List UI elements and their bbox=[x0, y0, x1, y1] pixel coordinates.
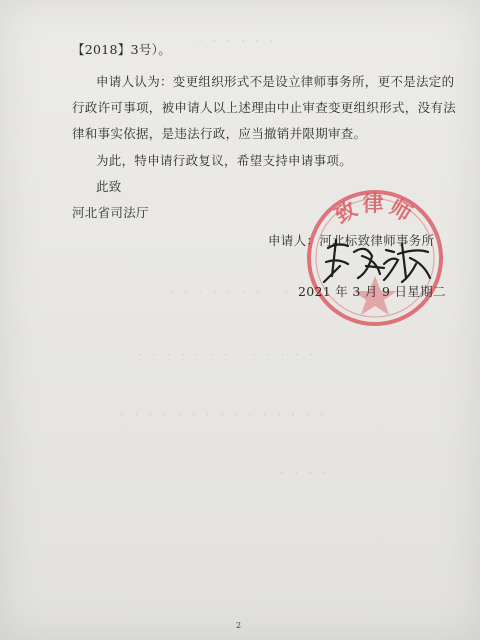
date-line: 2021 年 3 月 9 日星期二 bbox=[298, 284, 446, 299]
show-through-text: · · · · · · bbox=[198, 34, 277, 49]
show-through-text: · · · · · · · · · · · · · bbox=[138, 348, 317, 363]
svg-text:致律师 bbox=[330, 191, 420, 228]
show-through-text: · · · · bbox=[280, 466, 330, 481]
page-number: 2 bbox=[236, 621, 242, 630]
applicant-signature-line: 申请人：河北标致律师事务所 bbox=[268, 233, 435, 248]
paragraph-2: 为此，特申请行政复议，希望支持申请事项。 bbox=[96, 153, 353, 168]
paragraph-1-line-3: 律和事实依据，是违法行政，应当撤销并限期审查。 bbox=[72, 126, 367, 141]
paragraph-1-line-2: 行政许可事项，被申请人以上述理由中止审查变更组织形式，没有法 bbox=[72, 100, 457, 115]
show-through-text: · · · · · · · · · · · bbox=[170, 286, 320, 301]
closing-salutation: 此致 bbox=[96, 179, 122, 194]
paragraph-1-line-1: 申请人认为：变更组织形式不是设立律师事务所，更不是法定的 bbox=[96, 74, 455, 89]
recipient: 河北省司法厅 bbox=[72, 205, 149, 220]
handwritten-signature bbox=[322, 238, 434, 286]
reference-number-line: 【2018】3号）。 bbox=[72, 42, 172, 57]
show-through-text: · · · · · · · · · · · · · · · bbox=[120, 408, 327, 423]
seal-text: 致律师 bbox=[330, 191, 420, 229]
